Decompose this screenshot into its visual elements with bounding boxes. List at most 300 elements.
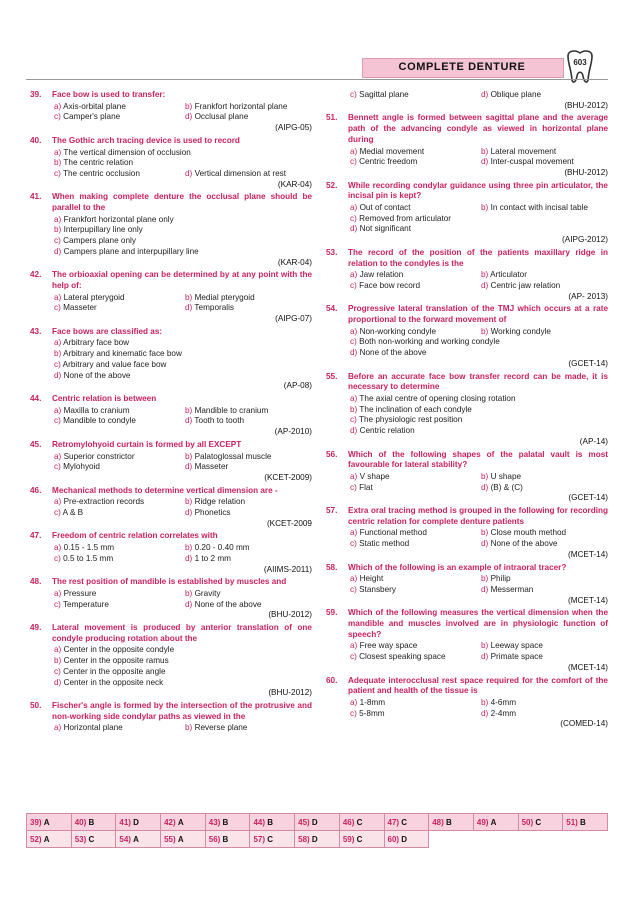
answer-value: C xyxy=(535,817,542,827)
option-letter: b) xyxy=(481,146,489,156)
option-letter: a) xyxy=(350,326,358,336)
answer-number: 42) xyxy=(164,817,176,827)
question-text: The orbioaxial opening can be determined by at any point with the help of: xyxy=(52,270,312,290)
question-text: Bennett angle is formed between sagittal plane and the average path of the advancing condyle as viewed in horizontal plane during xyxy=(348,113,608,144)
right-column xyxy=(326,90,608,732)
option-text: Medial movement xyxy=(359,146,425,156)
question-stem xyxy=(30,701,312,722)
options-list xyxy=(326,147,608,168)
answer-option xyxy=(54,148,312,159)
options-list xyxy=(326,90,608,101)
option-letter: d) xyxy=(54,370,62,380)
option-text: 0.15 - 1.5 mm xyxy=(63,543,115,553)
option-text: Functional method xyxy=(359,528,427,538)
question-text: Which of the following shapes of the palatal vault is most favourable for lateral stability? xyxy=(348,449,608,470)
answer-option xyxy=(350,224,608,235)
option-letter: a) xyxy=(350,471,358,481)
option-letter: a) xyxy=(54,338,62,348)
option-letter: a) xyxy=(350,270,358,280)
answer-number: 59) xyxy=(342,834,355,844)
answer-option xyxy=(54,236,312,247)
question-stem xyxy=(30,136,312,147)
exam-source: (AP-2010) xyxy=(274,427,312,437)
option-text: Center in the opposite ramus xyxy=(63,656,169,666)
answer-option xyxy=(350,472,477,483)
option-text: Mandible to cranium xyxy=(194,405,269,415)
question-block xyxy=(30,327,312,392)
exam-source: (GCET-14) xyxy=(568,493,608,503)
option-text: Center in the opposite neck xyxy=(63,677,164,687)
option-letter: c) xyxy=(350,539,357,549)
question-stem xyxy=(326,506,608,527)
answer-option xyxy=(54,416,181,427)
option-text: Close mouth method xyxy=(490,528,567,538)
question-block xyxy=(30,440,312,484)
answer-cell xyxy=(116,831,161,848)
exam-source: (GCET-14) xyxy=(568,358,608,368)
answer-cell xyxy=(473,814,518,831)
answer-option xyxy=(54,371,312,382)
question-number: 43. xyxy=(30,326,42,336)
option-text: Vertical dimension at rest xyxy=(194,168,287,178)
answer-value: B xyxy=(267,817,274,827)
answer-option xyxy=(350,528,477,539)
answer-option xyxy=(481,698,608,709)
answer-value: D xyxy=(401,834,408,844)
question-stem xyxy=(30,623,312,644)
option-text: Tooth to tooth xyxy=(194,416,245,426)
question-block xyxy=(326,90,608,111)
answer-option xyxy=(54,247,312,258)
question-text: The rest position of mandible is established by muscles and xyxy=(52,577,287,587)
question-block xyxy=(326,563,608,607)
exam-source: (KAR-04) xyxy=(277,179,312,189)
exam-source: (MCET-14) xyxy=(567,549,608,559)
header-divider xyxy=(26,79,608,80)
answer-value: C xyxy=(267,834,274,844)
exam-source: (AP-08) xyxy=(283,381,312,391)
exam-source: (BHU-2012) xyxy=(564,100,608,110)
option-text: Axis-orbital plane xyxy=(63,101,126,111)
option-text: Both non-working and working condyle xyxy=(359,337,500,347)
answer-option xyxy=(350,405,608,416)
question-text: The Gothic arch tracing device is used to record xyxy=(52,135,240,145)
page-number: 603 xyxy=(573,58,587,67)
exam-source: (AIPG-2012) xyxy=(562,235,608,245)
option-letter: d) xyxy=(481,652,489,662)
question-number: 42. xyxy=(30,270,42,280)
question-stem xyxy=(30,192,312,213)
question-block xyxy=(30,394,312,438)
option-letter: d) xyxy=(481,280,489,290)
answer-option xyxy=(185,293,312,304)
answer-number: 57) xyxy=(253,834,265,844)
answer-option xyxy=(54,452,181,463)
option-letter: b) xyxy=(481,574,489,584)
option-letter: b) xyxy=(185,588,193,598)
option-text: Center in the opposite condyle xyxy=(63,645,175,655)
answer-option xyxy=(54,600,181,611)
question-block xyxy=(30,577,312,621)
answer-value: A xyxy=(43,834,50,844)
option-text: Occlusal plane xyxy=(194,112,249,122)
question-stem xyxy=(326,113,608,145)
question-number: 51. xyxy=(326,113,338,123)
question-stem xyxy=(30,577,312,588)
question-text: While recording condylar guidance using three pin articulator, the incisal pin is kept? xyxy=(348,180,608,201)
question-text: Face bow is used to transfer: xyxy=(52,90,166,99)
option-text: Jaw relation xyxy=(359,270,404,280)
options-list xyxy=(30,723,312,734)
option-text: Masseter xyxy=(194,462,229,472)
option-text: Pressure xyxy=(63,588,97,598)
answer-cell xyxy=(250,814,295,831)
option-text: Centric freedom xyxy=(359,157,418,167)
answer-option xyxy=(481,281,608,292)
question-number: 48. xyxy=(30,577,42,587)
question-text: Face bows are classified as: xyxy=(52,326,163,336)
option-letter: a) xyxy=(350,393,358,403)
answer-option xyxy=(481,270,608,281)
option-text: Inter-cuspal movement xyxy=(490,157,574,167)
option-text: Working condyle xyxy=(490,326,551,336)
option-text: Center in the opposite angle xyxy=(63,666,166,676)
option-letter: d) xyxy=(481,708,489,718)
option-text: 5-8mm xyxy=(359,708,385,718)
question-block xyxy=(326,181,608,246)
footer-dots xyxy=(26,880,608,890)
option-text: Pre-extraction records xyxy=(63,497,145,507)
answer-option xyxy=(350,214,608,225)
option-letter: c) xyxy=(54,236,61,246)
exam-source: (MCET-14) xyxy=(567,662,608,672)
options-list xyxy=(326,698,608,719)
option-letter: d) xyxy=(481,157,489,167)
option-letter: a) xyxy=(54,214,62,224)
answer-option xyxy=(54,543,181,554)
answer-option xyxy=(350,415,608,426)
answer-option xyxy=(481,147,608,158)
option-letter: a) xyxy=(54,543,62,553)
option-letter: a) xyxy=(54,645,62,655)
question-text: Freedom of centric relation correlates with xyxy=(52,531,218,541)
option-text: Masseter xyxy=(63,303,97,313)
option-letter: a) xyxy=(54,101,62,111)
answer-cell xyxy=(339,814,384,831)
option-text: Campers plane only xyxy=(63,236,136,246)
question-block xyxy=(30,486,312,530)
option-letter: a) xyxy=(54,292,62,302)
answer-option xyxy=(54,112,181,123)
question-text: Which of the following measures the vertical dimension when the mandible and muscles involved are in physiologic function of speech? xyxy=(348,608,608,639)
option-text: Centric jaw relation xyxy=(490,280,561,290)
question-number: 46. xyxy=(30,485,42,495)
option-text: None of the above xyxy=(194,599,262,609)
question-stem xyxy=(30,394,312,405)
answer-number: 58) xyxy=(298,834,310,844)
answer-option xyxy=(54,589,181,600)
options-list xyxy=(30,645,312,688)
option-text: Lateral movement xyxy=(490,146,557,156)
option-text: Messerman xyxy=(490,584,534,594)
answer-number: 47) xyxy=(387,817,400,827)
answer-option xyxy=(350,585,477,596)
question-stem xyxy=(326,676,608,697)
answer-number: 45) xyxy=(298,817,310,827)
question-stem xyxy=(326,248,608,269)
answer-option xyxy=(350,203,477,214)
options-list xyxy=(30,293,312,314)
option-letter: c) xyxy=(350,708,357,718)
question-number: 59. xyxy=(326,608,338,618)
answer-option xyxy=(350,483,477,494)
option-letter: c) xyxy=(54,168,61,178)
option-text: 2-4mm xyxy=(490,708,517,718)
answer-option xyxy=(185,554,312,565)
answer-option xyxy=(481,327,608,338)
question-block xyxy=(326,248,608,303)
option-letter: c) xyxy=(54,416,61,426)
options-list xyxy=(326,574,608,595)
answer-option xyxy=(54,225,312,236)
answer-option xyxy=(481,585,608,596)
answer-option xyxy=(350,394,608,405)
answer-cell xyxy=(339,831,384,848)
answer-option xyxy=(185,600,312,611)
answer-option xyxy=(350,574,477,585)
option-letter: d) xyxy=(185,508,193,518)
option-letter: b) xyxy=(350,404,358,414)
answer-option xyxy=(185,406,312,417)
option-letter: c) xyxy=(54,599,61,609)
answer-cell xyxy=(161,831,206,848)
answer-option xyxy=(350,281,477,292)
option-letter: a) xyxy=(350,574,358,584)
answer-option xyxy=(54,169,181,180)
option-text: Frankfort horizontal plane xyxy=(194,101,288,111)
question-number: 44. xyxy=(30,393,42,403)
option-letter: c) xyxy=(350,415,357,425)
option-letter: d) xyxy=(185,553,193,563)
question-number: 39. xyxy=(30,90,42,99)
option-letter: b) xyxy=(54,225,62,235)
answer-option xyxy=(54,338,312,349)
option-letter: b) xyxy=(185,723,193,733)
answer-option xyxy=(54,215,312,226)
answer-value: C xyxy=(356,817,363,827)
option-letter: a) xyxy=(54,497,62,507)
option-text: Interpupillary line only xyxy=(63,225,143,235)
option-text: Sagittal plane xyxy=(359,90,409,99)
answer-option xyxy=(185,112,312,123)
answer-option xyxy=(350,709,477,720)
answer-number: 48) xyxy=(432,817,444,827)
answer-option xyxy=(481,528,608,539)
answer-cell xyxy=(429,814,474,831)
answer-option xyxy=(481,483,608,494)
answer-key-table xyxy=(26,813,608,848)
question-stem xyxy=(30,327,312,338)
option-letter: c) xyxy=(54,666,61,676)
option-letter: c) xyxy=(350,337,357,347)
question-block xyxy=(30,270,312,325)
answer-cell xyxy=(384,831,429,848)
answer-number: 55) xyxy=(164,834,176,844)
answer-option xyxy=(185,508,312,519)
options-list xyxy=(326,327,608,359)
option-letter: a) xyxy=(350,203,358,213)
option-text: The inclination of each condyle xyxy=(359,404,472,414)
option-text: None of the above xyxy=(359,348,427,358)
option-letter: d) xyxy=(185,168,193,178)
option-text: Removed from articulator xyxy=(359,213,452,223)
answer-option xyxy=(54,723,181,734)
question-stem xyxy=(326,608,608,640)
option-letter: b) xyxy=(185,101,193,111)
exam-source: (AP-14) xyxy=(579,436,608,446)
option-letter: a) xyxy=(54,405,62,415)
question-block xyxy=(326,506,608,561)
answer-option xyxy=(350,698,477,709)
option-text: Mandible to condyle xyxy=(63,416,136,426)
option-text: Gravity xyxy=(194,588,221,598)
question-number: 50. xyxy=(30,700,42,710)
option-text: Arbitrary and value face bow xyxy=(62,359,167,369)
option-text: Primate space xyxy=(490,652,543,662)
option-text: (B) & (C) xyxy=(490,482,523,492)
options-list xyxy=(30,102,312,123)
question-block xyxy=(30,192,312,268)
answer-option xyxy=(54,554,181,565)
question-number: 55. xyxy=(326,371,338,381)
option-letter: b) xyxy=(481,641,489,651)
answer-value: C xyxy=(401,817,408,827)
answer-cell xyxy=(205,814,250,831)
options-list xyxy=(30,148,312,180)
answer-option xyxy=(185,452,312,463)
option-letter: b) xyxy=(185,497,193,507)
answer-number: 53) xyxy=(74,834,87,844)
option-letter: a) xyxy=(350,641,358,651)
question-block xyxy=(30,136,312,191)
option-text: In contact with incisal table xyxy=(490,203,588,213)
option-letter: b) xyxy=(185,405,193,415)
option-text: Ridge relation xyxy=(194,497,246,507)
option-letter: d) xyxy=(54,246,62,256)
answer-cell xyxy=(71,814,116,831)
question-block xyxy=(326,304,608,369)
question-text: Lateral movement is produced by anterior translation of one condyle producing rotation about the xyxy=(52,623,312,643)
option-text: Mylohyoid xyxy=(63,462,100,472)
option-text: Phonetics xyxy=(194,508,231,518)
answer-value: D xyxy=(311,817,318,827)
option-letter: d) xyxy=(185,303,193,313)
question-block xyxy=(326,450,608,505)
option-text: 0.5 to 1.5 mm xyxy=(63,553,114,563)
option-text: Flat xyxy=(359,482,373,492)
option-letter: a) xyxy=(350,528,358,538)
option-text: Static method xyxy=(359,539,410,549)
option-letter: b) xyxy=(481,471,489,481)
answer-option xyxy=(185,102,312,113)
answer-row xyxy=(27,814,608,831)
exam-source: (KAR-04) xyxy=(277,257,312,267)
answer-number: 41) xyxy=(119,817,131,827)
option-letter: c) xyxy=(54,112,61,122)
question-number: 40. xyxy=(30,135,42,145)
question-number: 47. xyxy=(30,531,42,541)
answer-option xyxy=(54,508,181,519)
options-list xyxy=(30,497,312,518)
option-text: Frankfort horizontal plane only xyxy=(63,214,174,224)
answer-cell xyxy=(71,831,116,848)
answer-option xyxy=(54,349,312,360)
option-text: Arbitrary and kinematic face bow xyxy=(63,349,182,359)
option-text: Face bow record xyxy=(359,280,421,290)
exam-source: (AIPG-05) xyxy=(275,123,312,133)
question-text: Mechanical methods to determine vertical dimension are - xyxy=(52,485,278,495)
question-text: Progressive lateral translation of the TMJ which occurs at a rate proportional to the forward movement of xyxy=(348,304,608,325)
answer-value: A xyxy=(177,834,184,844)
question-number: 53. xyxy=(326,247,338,257)
option-text: Stansbery xyxy=(359,584,396,594)
answer-option xyxy=(185,416,312,427)
option-letter: c) xyxy=(54,553,61,563)
question-block xyxy=(326,372,608,448)
exam-source: (COMED-14) xyxy=(560,719,608,729)
answer-number: 44) xyxy=(253,817,265,827)
answer-number: 51) xyxy=(566,817,578,827)
options-list xyxy=(326,203,608,235)
option-text: Out of contact xyxy=(359,203,411,213)
option-letter: c) xyxy=(350,157,357,167)
answer-option xyxy=(54,678,312,689)
option-text: The vertical dimension of occlusion xyxy=(63,147,191,157)
answer-cell xyxy=(205,831,250,848)
exam-source: (KCET-2009 xyxy=(266,518,312,528)
answer-option xyxy=(54,645,312,656)
option-text: 1 to 2 mm xyxy=(194,553,231,563)
option-letter: d) xyxy=(350,426,358,436)
question-stem xyxy=(326,181,608,202)
answer-cell xyxy=(295,814,340,831)
exam-source: (AIPG-07) xyxy=(275,314,312,324)
option-text: Leeway space xyxy=(490,641,543,651)
option-text: Not significant xyxy=(359,224,411,234)
option-text: 4-6mm xyxy=(490,697,517,707)
options-list xyxy=(326,641,608,662)
option-letter: b) xyxy=(481,528,489,538)
answer-cell xyxy=(27,814,72,831)
option-text: Non-working condyle xyxy=(359,326,437,336)
answer-option xyxy=(54,102,181,113)
question-number: 41. xyxy=(30,192,42,202)
option-text: Height xyxy=(359,574,384,584)
answer-value: A xyxy=(133,834,139,844)
answer-option xyxy=(54,303,181,314)
answer-option xyxy=(481,203,608,214)
question-stem xyxy=(326,372,608,393)
option-text: Articulator xyxy=(490,270,527,280)
question-number: 57. xyxy=(326,506,338,516)
options-list xyxy=(30,452,312,473)
answer-cell xyxy=(295,831,340,848)
question-text: Adequate interocclusal rest space required for the comfort of the patient and health of the tissue is xyxy=(348,675,608,696)
answer-number: 39) xyxy=(30,817,42,827)
question-stem xyxy=(326,563,608,574)
option-letter: d) xyxy=(481,539,489,549)
answer-number: 43) xyxy=(208,817,221,827)
